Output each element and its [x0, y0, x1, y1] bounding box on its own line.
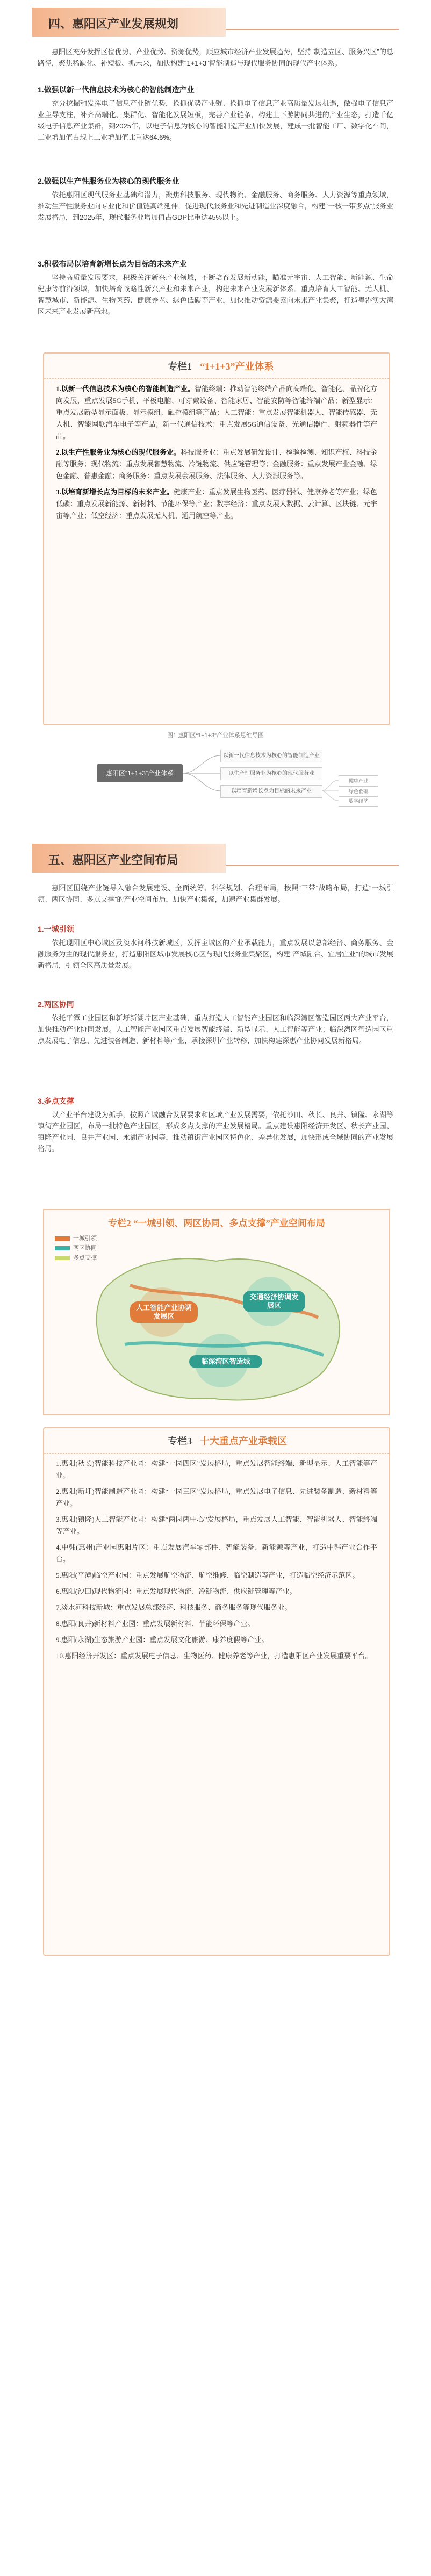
- column-box-1-item-2: [56, 447, 377, 482]
- section4-intro: 惠阳区充分发挥区位优势、产业优势、资源优势，顺应城市经济产业发展趋势，坚持“制造立区、服务兴区”的总路径，聚焦稀缺化、补短板、抓未来，加快构建“1+1+3”智能制造与现代服务协同的现代产业体系。: [38, 48, 393, 67]
- column-box-3-item: 4.中韩(惠州)产业园惠阳片区：重点发展汽车零部件、智能装备、新能源等产业，打造中韩产业合作平台。: [56, 1543, 377, 1563]
- column-box-1-header: [44, 354, 389, 379]
- zone-label-2: 交通经济协调发展区: [243, 1291, 305, 1312]
- mindmap-leaf-3: 数字经济: [339, 796, 378, 807]
- column-box-3-item: 2.惠阳(新圩)智能制造产业园：构建“一园三区”发展格局，重点发展电子信息、先进装备制造、新材料等产业。: [56, 1487, 377, 1507]
- mindmap-node-1: 以新一代信息技术为核心的智能制造产业: [220, 750, 322, 762]
- column-box-3: [43, 1427, 390, 1956]
- legend-label-3: 多点支撑: [73, 1255, 97, 1261]
- section4-p3-title: 3.积极布局以培育新增长点为目标的未来产业: [38, 260, 187, 268]
- map-shape: [44, 1210, 389, 1414]
- section4-p1-title: 1.做强以新一代信息技术为核心的智能制造产业: [38, 85, 195, 94]
- column-box-3-item: 7.淡水河科技新城：重点发展总部经济、科技服务、商务服务等现代服务业。: [56, 1603, 292, 1611]
- column-box-1-title: “1+1+3”产业体系: [200, 361, 274, 372]
- section5-title: 五、惠阳区产业空间布局: [48, 853, 179, 867]
- spatial-layout-map: [43, 1209, 390, 1415]
- map-title: 专栏2 “一城引领、两区协同、多点支撑”产业空间布局: [108, 1218, 325, 1228]
- section-header-rule: [226, 29, 399, 30]
- mindmap-root: 惠阳区“1+1+3”产业体系: [97, 764, 183, 782]
- column-box-3-item: 3.惠阳(镇隆)人工智能产业园：构建“两园两中心”发展格局，重点发展人工智能、智能机器人、智能终端等产业。: [56, 1515, 377, 1535]
- column-box-1-item-1: [56, 383, 377, 442]
- column-box-3-item: 9.惠阳(永湖)生态旅游产业园：重点发展文化旅游、康养度假等产业。: [56, 1636, 269, 1644]
- mindmap-node-3: 以培育新增长点为目标的未来产业: [220, 785, 322, 798]
- section4-p3-text: 坚持高质量发展要求，积极关注新兴产业领域，不断培育发展新动能，瞄准元宇宙、人工智能、新能源、生命健康等前沿领域，加快培育战略性新兴产业和未来产业，构建未来产业发展新体系。重点培育人工智能、无人机、智慧城市、新能源、生物医药、健康养老、绿色低碳等产业，加快推动资源要素向未来产业集聚，打造粤港澳大湾区未来产业发展新高地。: [38, 274, 393, 315]
- section5-p3-text: 以产业平台建设为抓手，按照产城融合发展要求和区域产业发展需要，依托沙田、秋长、良井、镇隆、永湖等镇街产业园区，布局一批特色产业园区，形成多点支撑的产业发展格局。重点建设惠阳经济开发区、秋长产业园、镇隆产业园、良井产业园、永湖产业园等，推动镇街产业园区特色化、差异化发展，加快形成全域协同的产业发展格局。: [38, 1111, 393, 1153]
- column-box-1-item-1-head: 1.以新一代信息技术为核心的智能制造产业。: [56, 385, 195, 393]
- column-box-1-item-3: [56, 486, 377, 522]
- section4-p1-text: 充分挖掘和发挥电子信息产业链优势，抢抓优势产业链、抢抓电子信息产业高质量发展机遇，做强电子信息产业主导支柱，补齐高端化、集群化、智能化发展短板，完善产业链条，构建上下游协同共进的产业生态，打造千亿级电子信息产业集群，到2025年，以电子信息为核心的智能制造产业加快发展，建成一批智能工厂、数字化车间，工业增加值占规上工业增加值比重达64.6%。: [38, 99, 393, 141]
- section5-intro: 惠阳区围绕产业链导入融合发展建设、全面统筹、科学规划、合理布局，按照“三带”战略布局，打造“一城引领、两区协同、多点支撑”的产业空间布局，加快产业集聚，加速产业集群发展。: [38, 884, 393, 903]
- column-box-1-item-3-text: 健康产业：重点发展生物医药、医疗器械、健康养老等产业；绿色低碳：重点发展新能源、新材料、节能环保等产业；数字经济：重点发展大数据、云计算、区块链、元宇宙等产业；低空经济：重点发展无人机、通用航空等产业。: [56, 488, 378, 520]
- section5-header: [32, 844, 399, 873]
- legend-label-1: 一城引领: [73, 1235, 97, 1242]
- zone-label-1: 人工智能产业协调发展区: [130, 1301, 198, 1323]
- section5-p2-title: 2.两区协同: [38, 1000, 74, 1009]
- section5-p1-text: 依托现阳区中心城区及淡水河科技新城区，发挥主城区的产业承载能力，重点发展以总部经济、商务服务、金融服务为主的现代服务业，打造惠阳区城市发展核心区与现代服务业集聚区，构建“产城融合、宜居宜业”的城市发展新格局，引领全区高质量发展。: [38, 939, 393, 969]
- section5-p1-title: 1.一城引领: [38, 925, 74, 933]
- section4-title: 四、惠阳区产业发展规划: [48, 17, 179, 31]
- section5-p2-text: 依托平潭工业园区和新圩新湖片区产业基础，重点打造人工智能产业园区和临深湾区智造园区两大产业平台，加快推动产业协同发展。人工智能产业园区重点发展智能终端、新型显示、人工智能等产业；临深湾区智造园区重点发展电子信息、先进装备制造、新材料等产业，承接深圳产业转移，加快构建深惠产业协同发展新格局。: [38, 1014, 393, 1045]
- section-header-rule: [226, 865, 399, 866]
- column-box-3-item: 6.惠阳(沙田)现代物流园：重点发展现代物流、冷链物流、供应链管理等产业。: [56, 1587, 297, 1595]
- column-box-3-item: 1.惠阳(秋长)智能科技产业园：构建“一园四区”发展格局，重点发展智能终端、新型显示、人工智能等产业。: [56, 1459, 377, 1479]
- mindmap-leaf-2: 绿色低碳: [339, 786, 378, 797]
- mindmap-node-2: 以生产性服务业为核心的现代服务业: [220, 767, 322, 780]
- mindmap-leaf-1: 健康产业: [339, 775, 378, 786]
- column-box-3-title: 十大重点产业承载区: [200, 1436, 287, 1447]
- figure1-caption: 图1 惠阳区“1+1+3”产业体系思维导图: [167, 732, 264, 739]
- section4-header: [32, 8, 399, 37]
- column-box-3-header: [44, 1428, 389, 1454]
- column-box-1: [43, 352, 390, 725]
- column-box-1-tag: 专栏1: [168, 361, 192, 372]
- column-box-1-item-2-head: 2.以生产性服务业为核心的现代服务业。: [56, 448, 181, 456]
- section4-p2-title: 2.做强以生产性服务业为核心的现代服务业: [38, 177, 179, 185]
- column-box-1-item-3-head: 3.以培育新增长点为目标的未来产业。: [56, 488, 174, 496]
- column-box-1-item-2-text: 科技服务业：重点发展研发设计、检验检测、知识产权、科技金融等服务；现代物流：重点发展智慧物流、冷链物流、供应链管理等；金融服务：重点发展产业金融、绿色金融、普惠金融；商务服务：重点发展会展服务、法律服务、人力资源服务等。: [56, 448, 378, 480]
- column-box-3-item: 5.惠阳(平潭)临空产业园：重点发展航空物流、航空维修、临空制造等产业，打造临空经济示范区。: [56, 1571, 360, 1579]
- column-box-3-item: 10.惠阳经济开发区：重点发展电子信息、生物医药、健康养老等产业，打造惠阳区产业发展重要平台。: [56, 1652, 372, 1660]
- legend-label-2: 两区协同: [73, 1245, 97, 1251]
- mindmap-figure: [38, 745, 393, 804]
- zone-label-3: 临深湾区智造城: [189, 1355, 262, 1368]
- column-box-1-item-1-text: 智能终端：推动智能终端产品向高端化、智能化、品牌化方向发展，重点发展5G手机、平板电脑、可穿戴设备、智能家居、智能安防等智能终端产品；新型显示：重点发展新型显示面板、显示模组、触控模组等产品；人工智能：重点发展智能机器人、智能传感器、无人机、智能网联汽车电子等产品；新一代通信技术：重点发展5G通信设备、光通信器件、射频器件等产品。: [56, 385, 378, 440]
- column-box-3-item: 8.惠阳(良井)新材料产业园：重点发展新材料、节能环保等产业。: [56, 1620, 255, 1628]
- section5-p3-title: 3.多点支撑: [38, 1097, 74, 1105]
- section4-p2-text: 依托惠阳区现代服务业基础和潜力，聚焦科技服务、现代物流、金融服务、商务服务、人力资源等重点领域，推动生产性服务业向专业化和价值链高端延伸，促进现代服务业和先进制造业深度融合，构建“一核一带多点”服务业发展格局，到2025年，现代服务业增加值占GDP比重达45%以上。: [38, 191, 393, 221]
- column-box-3-tag: 专栏3: [168, 1436, 192, 1447]
